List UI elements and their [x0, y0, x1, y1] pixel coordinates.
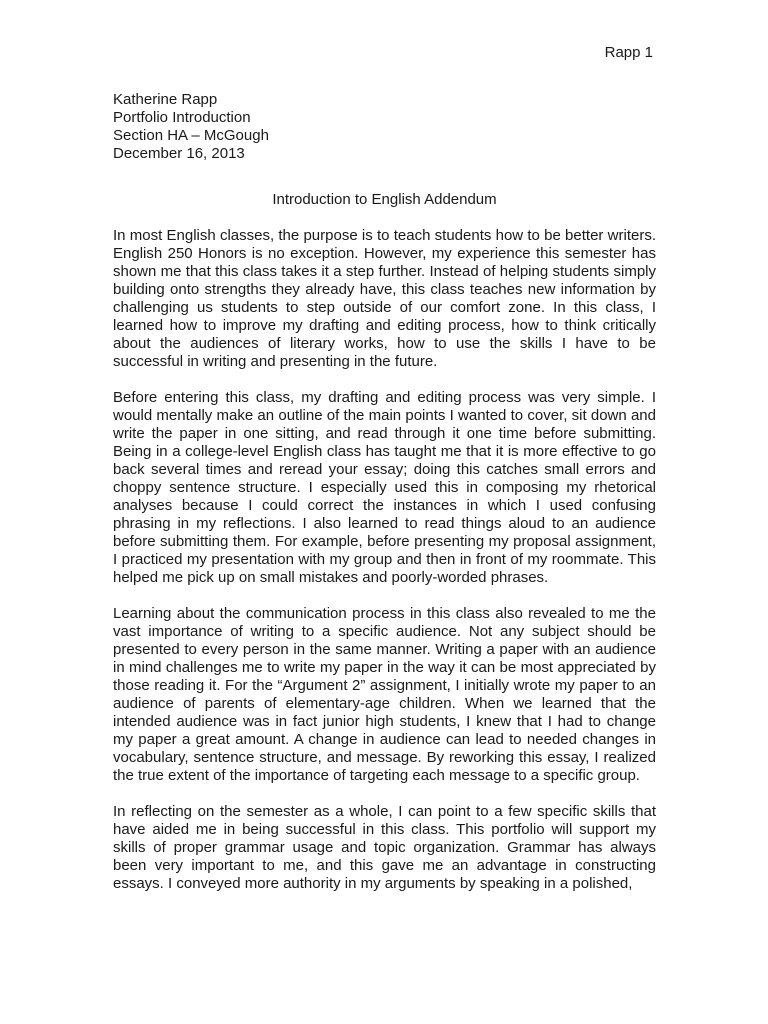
document-date: December 16, 2013 [113, 145, 245, 162]
paragraph-2: Before entering this class, my drafting and editing process was very simple. I would mentally make an outline of the main points I wanted to cover, sit down and write the paper in one sitting, and read through it one time before submitting. Being in a college-level English class has taught me that it is more effective to go back several times and reread your essay; doing this catches small errors and choppy sentence structure. I especially used this in composing my rhetorical analyses because I could correct the instances in which I used confusing phrasing in my reflections. I also learned to read things aloud to an audience before submitting them. For example, before presenting my proposal assignment, I practiced my presentation with my group and then in front of my roommate. This helped me pick up on small mistakes and poorly-worded phrases. [113, 389, 656, 586]
assignment-name: Portfolio Introduction [113, 109, 251, 126]
running-head: Rapp 1 [604, 44, 653, 61]
document-title: Introduction to English Addendum [272, 191, 497, 208]
heading-block [113, 91, 656, 163]
section-name: Section HA – McGough [113, 127, 269, 144]
document-body [113, 91, 656, 911]
paragraph-3: Learning about the communication process in this class also revealed to me the vast importance of writing to a specific audience. Not any subject should be presented to every person in the same manner. Writing a paper with an audience in mind challenges me to write my paper in the way it can be most appreciated by those reading it. For the “Argument 2” assignment, I initially wrote my paper to an audience of parents of elementary-age children. When we learned that the intended audience was in fact junior high students, I knew that I had to change my paper a great amount. A change in audience can lead to needed changes in vocabulary, sentence structure, and message. By reworking this essay, I realized the true extent of the importance of targeting each message to a specific group. [113, 605, 656, 784]
author-name: Katherine Rapp [113, 91, 218, 108]
paragraph-1: In most English classes, the purpose is to teach students how to be better writers. English 250 Honors is no exception. However, my experience this semester has shown me that this class takes it a step further. Instead of helping students simply building onto strengths they already have, this class teaches new information by challenging us students to step outside of our comfort zone. In this class, I learned how to improve my drafting and editing process, how to think critically about the audiences of literary works, how to use the skills I have to be successful in writing and presenting in the future. [113, 227, 656, 370]
paragraph-4: In reflecting on the semester as a whole, I can point to a few specific skills that have aided me in being successful in this class. This portfolio will support my skills of proper grammar usage and topic organization. Grammar has always been very important to me, and this gave me an advantage in constructing essays. I conveyed more authority in my arguments by speaking in a polished, [113, 803, 656, 892]
